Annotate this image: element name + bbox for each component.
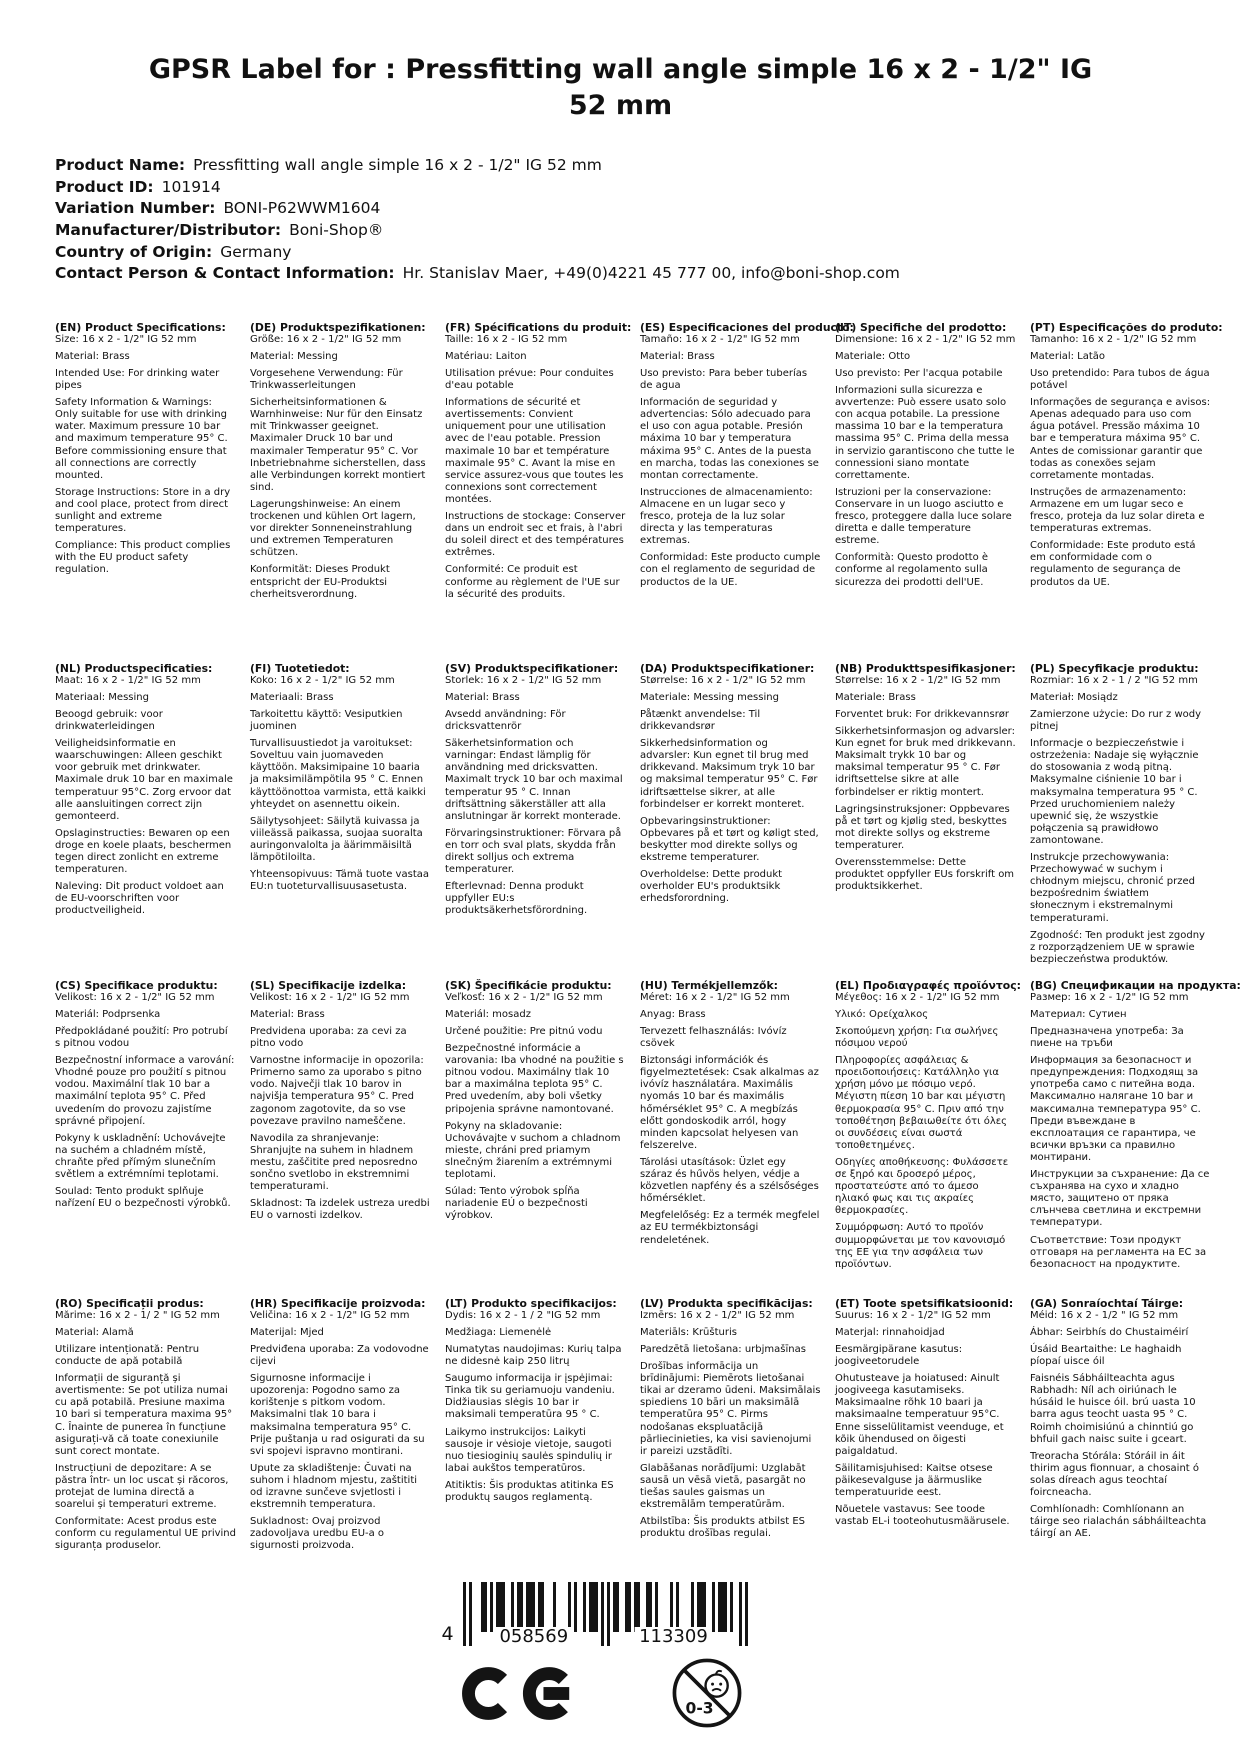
spec-line: Comhlíonadh: Comhlíonann an táirge seo rialachán sábháilteachta táirgí an AE. xyxy=(1030,1504,1207,1540)
spec-block-body xyxy=(835,675,1016,894)
spec-block-heading: (BG) Спецификации на продукта: xyxy=(1030,978,1241,992)
spec-line: Materiāls: Krūšturis xyxy=(640,1326,737,1338)
spec-block xyxy=(835,321,1016,594)
spec-block-heading: (EN) Product Specifications: xyxy=(55,320,226,334)
spec-block-heading: (ET) Toote spetsifikatsioonid: xyxy=(835,1296,1014,1310)
spec-block-body xyxy=(55,334,236,577)
spec-block xyxy=(640,320,854,594)
spec-block-body xyxy=(445,1310,626,1504)
spec-line: Υλικό: Ορείχαλκος xyxy=(835,1008,929,1020)
spec-line: Méid: 16 x 2 - 1/2 " IG 52 mm xyxy=(1030,1309,1179,1321)
spec-line: Avsedd användning: För dricksvattenrör xyxy=(445,709,566,733)
spec-block-heading: (GA) Sonraíochtaí Táirge: xyxy=(1030,1296,1184,1310)
spec-line: Istruzioni per la conservazione: Conservare in un luogo asciutto e fresco, proteggere dalla luce solare diretta e dalle temperature estreme. xyxy=(835,486,1012,547)
spec-line: Materijal: Mjed xyxy=(250,1326,324,1338)
spec-block xyxy=(1030,662,1211,971)
spec-line: Μέγεθος: 16 x 2 - 1/2" IG 52 mm xyxy=(835,991,1000,1003)
spec-line: Maat: 16 x 2 - 1/2" IG 52 mm xyxy=(55,674,201,686)
spec-block-body xyxy=(835,334,1016,589)
spec-line: Rozmiar: 16 x 2 - 1 / 2 "IG 52 mm xyxy=(1030,674,1198,686)
spec-line: Biztonsági információk és figyelmeztetések: Csak alkalmas az ivóvíz használatára. Maximális nyomás 10 bar és maximális hőmérséklet 95° C. A megbízás előtt gondoskodik arról, hogy minden kapcsolat helyesen van felszerelve. xyxy=(640,1055,819,1151)
spec-line: Nõuetele vastavus: See toode vastab EL-i tooteohutusmäärusele. xyxy=(835,1504,1010,1528)
spec-line: Opslaginstructies: Bewaren op een droge en koele plaats, beschermen tegen direct zonlicht en extreme temperaturen. xyxy=(55,827,232,876)
spec-line: Megfelelőség: Ez a termék megfelel az EU termékbiztonsági rendeletének. xyxy=(640,1210,820,1246)
spec-line: Säilytysohjeet: Säilytä kuivassa ja viileässä paikassa, suojaa suoralta auringonvalolta ja äärimmäisiltä lämpötiloilta. xyxy=(250,815,423,864)
spec-line: Säkerhetsinformation och varningar: Endast lämplig för användning med dricksvatten. Maximalt tryck 10 bar och maximal temperatur 95 ° C. Innan driftsättning säkerställer att alla anslutningar är korrekt monterade. xyxy=(445,738,623,822)
spec-line: Informații de siguranță și avertismente: Se pot utiliza numai cu apă potabilă. Presiune maxima 10 bari si temperatura maxima 95° C. Înainte de punerea în funcțiune asigurați-vă că toate conexiunile sunt corect montate. xyxy=(55,1373,233,1457)
product-info-label: Product ID: xyxy=(55,177,154,196)
spec-line: Dydis: 16 x 2 - 1 / 2 "IG 52 mm xyxy=(445,1309,601,1321)
spec-grid xyxy=(55,321,1241,1558)
spec-line: Informazioni sulla sicurezza e avvertenze: Può essere usato solo con acqua potabile. La pressione massima 10 bar e la temperatura massima 95° C. Prima della messa in servizio garantiscono che tutte le connessioni siano montate correttamente. xyxy=(835,385,1015,481)
spec-block xyxy=(835,978,1021,1276)
spec-line: Veiligheidsinformatie en waarschuwingen: Alleen geschikt voor gebruik met drinkwater. Maximale druk 10 bar en maximale temperatuur 95°C. Zorg ervoor dat alle aansluitingen correct zijn gemonteerd. xyxy=(55,738,233,822)
spec-line: Suurus: 16 x 2 - 1/2" IG 52 mm xyxy=(835,1309,991,1321)
spec-line: Veličina: 16 x 2 - 1/2" IG 52 mm xyxy=(250,1309,410,1321)
spec-line: Paredzētā lietošana: urbjmašīnas xyxy=(640,1344,806,1355)
spec-line: Lagerungshinweise: An einem trockenen und kühlen Ort lagern, vor direkter Sonneneinstrahlung und extremen Temperaturen schützen. xyxy=(250,498,416,559)
spec-block-heading: (FR) Spécifications du produit: xyxy=(445,320,632,334)
age-warning-label: 0-3 xyxy=(685,1699,714,1718)
spec-line: Material: Brass xyxy=(445,691,520,703)
spec-line: Naleving: Dit product voldoet aan de EU-voorschriften voor productveiligheid. xyxy=(55,881,224,917)
spec-line: Navodila za shranjevanje: Shranjujte na suhem in hladnem mestu, zaščitite pred neposredno sončno svetlobo in ekstremnimi temperaturami. xyxy=(250,1132,418,1193)
spec-block-body xyxy=(835,992,1016,1271)
spec-line: Úsáid Beartaithe: Le haghaidh píopaí uisce óil xyxy=(1030,1344,1182,1368)
spec-line: Material: Latão xyxy=(1030,350,1106,362)
spec-line: Size: 16 x 2 - 1/2" IG 52 mm xyxy=(55,333,197,345)
spec-line: Atitiktis: Šis produktas atitinka ES produktų saugos reglamentą. xyxy=(445,1479,614,1504)
spec-line: Ábhar: Seirbhís do Chustaiméirí xyxy=(1030,1326,1189,1338)
spec-line: Påtænkt anvendelse: Til drikkevandsrør xyxy=(640,709,761,733)
spec-line: Velikost: 16 x 2 - 1/2" IG 52 mm xyxy=(55,991,215,1003)
spec-block-body xyxy=(55,1310,236,1553)
spec-block-body xyxy=(445,675,626,918)
spec-block xyxy=(835,662,1016,899)
spec-block xyxy=(1030,978,1241,1276)
spec-line: Informations de sécurité et avertissements: Convient uniquement pour une utilisation avec de l'eau potable. Pression maximale 10 bar et température maximale 95° C. Avant la mise en service assurez-vous que toutes les connexions sont correctement montées. xyxy=(445,397,624,505)
spec-line: Glabāšanas norādījumi: Uzglabāt sausā un vēsā vietā, pasargāt no tiešas saules gaismas un ekstremālām temperatūrām. xyxy=(640,1462,806,1511)
spec-block-body xyxy=(445,992,626,1223)
spec-line: Πληροφορίες ασφάλειας & προειδοποιήσεις: Κατάλληλο για χρήση μόνο με πόσιμο νερό. Μέγιστη πίεση 10 bar και μέγιστη θερμοκρασία 95° C. Πριν από την τοποθέτηση βεβαιωθείτε ότι όλες οι συνδέσεις είναι σωστά τοποθετημένες. xyxy=(835,1055,1008,1151)
spec-line: Informações de segurança e avisos: Apenas adequado para uso com água potável. Pressão máxima 10 bar e temperatura máxima 95° C. Antes de comissionar garantir que todas as conexões sejam corretamente montadas. xyxy=(1030,397,1211,481)
spec-block xyxy=(55,1297,236,1558)
spec-line: Drošības informācija un brīdinājumi: Piemērots lietošanai tikai ar dzeramo ūdeni. Maksimālais spiediens 10 bāri un maksimālā temperatūra 95° C. Pirms nodošanas ekspluatācijā pārliecinieties, ka visi savienojumi ir pareizi uzstādīti. xyxy=(640,1361,821,1457)
spec-line: Laikymo instrukcijos: Laikyti sausoje ir vėsioje vietoje, saugoti nuo tiesioginių saulės spindulių ir labai aukštos temperatūros. xyxy=(445,1426,613,1474)
ean13-barcode xyxy=(441,1582,747,1646)
spec-block xyxy=(1030,1297,1211,1546)
spec-line: Súlad: Tento výrobok spĺňa nariadenie EÚ o bezpečnosti výrobkov. xyxy=(445,1186,588,1222)
spec-line: Předpokládané použití: Pro potrubí s pitnou vodou xyxy=(55,1026,228,1050)
spec-line: Anyag: Brass xyxy=(640,1008,706,1020)
spec-line: Предназначена употреба: За пиене на тръби xyxy=(1030,1026,1184,1050)
spec-block-heading: (HR) Specifikacije proizvoda: xyxy=(250,1296,426,1310)
spec-block-heading: (LT) Produkto specifikacijos: xyxy=(445,1296,617,1310)
spec-line: Material: Messing xyxy=(250,350,338,362)
spec-line: Размер: 16 x 2 - 1/2" IG 52 mm xyxy=(1030,991,1189,1003)
product-info-label: Contact Person & Contact Information: xyxy=(55,264,395,283)
spec-block-heading: (IT) Specifiche del prodotto: xyxy=(835,320,1007,334)
product-info-value: Boni-Shop® xyxy=(289,221,384,240)
spec-line: Pokyny k uskladnění: Uchovávejte na suchém a chladném místě, chraňte před přímým slunečním světlem a extrémními teplotami. xyxy=(55,1132,226,1181)
spec-line: Съответствие: Този продукт отговаря на регламента на ЕС за безопасност на продуктите. xyxy=(1030,1234,1207,1270)
spec-line: Turvallisuustiedot ja varoitukset: Soveltuu vain juomaveden käyttöön. Maksimipaine 10 baaria ja maksimilämpötila 95 ° C. Ennen käyttöönottoa varmista, että kaikki yhteydet on asennettu oikein. xyxy=(250,738,426,810)
spec-line: Eesmärgipärane kasutus: joogiveetorudele xyxy=(835,1344,963,1368)
spec-block-body xyxy=(640,1310,821,1541)
spec-line: Compliance: This product complies with the EU product safety regulation. xyxy=(55,540,231,576)
product-info xyxy=(55,155,1241,285)
spec-line: Инструкции за съхранение: Да се съхранява на сухо и хладно място, защитено от пряка слънчева светлина и екстремни температури. xyxy=(1030,1169,1210,1229)
spec-line: Izmērs: 16 x 2 - 1/2" IG 52 mm xyxy=(640,1309,795,1321)
spec-line: Tamaño: 16 x 2 - 1/2" IG 52 mm xyxy=(640,333,800,345)
spec-block-heading: (DE) Produktspezifikationen: xyxy=(250,320,426,334)
product-info-label: Product Name: xyxy=(55,156,186,175)
spec-line: Intended Use: For drinking water pipes xyxy=(55,368,220,392)
barcode-right-digits: 113309 xyxy=(635,1627,712,1646)
spec-block-heading: (RO) Specificații produs: xyxy=(55,1296,204,1310)
spec-line: Yhteensopivuus: Tämä tuote vastaa EU:n tuoteturvallisuusasetusta. xyxy=(250,869,429,893)
spec-line: Størrelse: 16 x 2 - 1/2" IG 52 mm xyxy=(640,674,806,686)
product-info-value: Pressfitting wall angle simple 16 x 2 - 1/2" IG 52 mm xyxy=(193,156,602,175)
spec-line: Forventet bruk: For drikkevannsrør xyxy=(835,709,1010,720)
spec-line: Materiál: Podprsenka xyxy=(55,1008,161,1020)
spec-block-heading: (FI) Tuotetiedot: xyxy=(250,661,350,675)
spec-block xyxy=(250,979,431,1228)
spec-block-heading: (PL) Specyfikacje produktu: xyxy=(1030,661,1199,675)
spec-line: Material: Brass xyxy=(250,1008,325,1020)
spec-line: Materiaal: Messing xyxy=(55,691,149,703)
spec-block-body xyxy=(1030,1310,1211,1541)
spec-line: Materiale: Otto xyxy=(835,350,911,362)
spec-line: Utilisation prévue: Pour conduites d'eau potable xyxy=(445,368,614,392)
spec-line: Určené použitie: Pre pitnú vodu xyxy=(445,1026,603,1037)
spec-block-heading: (HU) Termékjellemzők: xyxy=(640,978,778,992)
spec-line: Konformität: Dieses Produkt entspricht der EU-Produktsi cherheitsverordnung. xyxy=(250,564,390,600)
spec-block-heading: (SL) Specifikacije izdelka: xyxy=(250,978,407,992)
spec-line: Tervezett felhasználás: Ivóvíz csövek xyxy=(640,1026,787,1050)
spec-block xyxy=(55,321,236,582)
spec-block-body xyxy=(55,675,236,918)
spec-line: Uso previsto: Para beber tuberías de agua xyxy=(640,368,808,392)
spec-line: Efterlevnad: Denna produkt uppfyller EU:s produktsäkerhetsförordning. xyxy=(445,881,588,917)
footer xyxy=(0,1582,1241,1730)
spec-block-body xyxy=(1030,992,1211,1271)
spec-line: Instrucciones de almacenamiento: Almacene en un lugar seco y fresco, proteja de la luz solar directa y las temperaturas extremas. xyxy=(640,486,813,547)
spec-block-body xyxy=(55,992,236,1211)
spec-line: Conformitate: Acest produs este conform cu regulamentul UE privind siguranța produselor. xyxy=(55,1516,236,1552)
spec-line: Sikkerhedsinformation og advarsler: Kun egnet til brug med drikkevand. Maksimum tryk 10 bar og maksimal temperatur 95° C. Før idriftsættelse sikrer, at alle forbindelser er korrekt monteret. xyxy=(640,738,818,810)
spec-line: Sicherheitsinformationen & Warnhinweise: Nur für den Einsatz mit Trinkwasser geeignet. Maximaler Druck 10 bar und maximaler Temperatur 95° C. Vor Inbetriebnahme sicherstellen, dass alle Verbindungen korrekt montiert sind. xyxy=(250,397,426,493)
product-info-row xyxy=(55,242,1241,264)
spec-line: Overholdelse: Dette produkt overholder EU's produktsikk erhedsforordning. xyxy=(640,869,783,905)
spec-line: Mărime: 16 x 2 - 1/ 2 " IG 52 mm xyxy=(55,1309,220,1321)
spec-block-heading: (PT) Especificações do produto: xyxy=(1030,320,1223,334)
spec-line: Pokyny na skladovanie: Uchovávajte v suchom a chladnom mieste, chráni pred priamym slnečným žiarením a extrémnymi teplotami. xyxy=(445,1120,621,1181)
spec-block-body xyxy=(640,334,821,589)
product-info-label: Country of Origin: xyxy=(55,242,213,261)
spec-line: Vorgesehene Verwendung: Für Trinkwasserleitungen xyxy=(250,368,403,392)
spec-line: Instructions de stockage: Conserver dans un endroit sec et frais, à l'abri du soleil direct et des températures extrêmes. xyxy=(445,511,626,559)
spec-line: Størrelse: 16 x 2 - 1/2" IG 52 mm xyxy=(835,674,1001,686)
spec-line: Veľkosť: 16 x 2 - 1/2" IG 52 mm xyxy=(445,991,603,1003)
spec-block-body xyxy=(640,992,821,1247)
spec-line: Materiál: mosadz xyxy=(445,1008,531,1020)
spec-block-heading: (NL) Productspecificaties: xyxy=(55,661,213,675)
age-warning-0-3-icon xyxy=(670,1656,744,1730)
product-info-label: Manufacturer/Distributor: xyxy=(55,221,282,240)
spec-line: Conformità: Questo prodotto è conforme al regolamento sulla sicurezza dei prodotti dell'UE. xyxy=(835,552,989,588)
spec-line: Zamierzone użycie: Do rur z wody pitnej xyxy=(1030,709,1202,733)
barcode-left-digits: 058569 xyxy=(495,1627,572,1646)
spec-line: Sigurnosne informacije i upozorenja: Pogodno samo za korištenje s pitkom vodom. Maksimalni tlak 10 bara i maksimalna temperatura 95° C. Prije puštanja u rad osigurati da su svi spojevi ispravno montirani. xyxy=(250,1373,425,1457)
spec-block-heading: (LV) Produkta specifikācijas: xyxy=(640,1296,813,1310)
product-info-row xyxy=(55,220,1241,242)
product-info-value: Germany xyxy=(220,242,292,261)
spec-block xyxy=(1030,320,1223,594)
spec-block xyxy=(55,662,236,923)
spec-line: Sukladnost: Ovaj proizvod zadovoljava uredbu EU-a o sigurnosti proizvoda. xyxy=(250,1516,385,1552)
spec-block xyxy=(445,979,626,1228)
spec-block-body xyxy=(250,1310,431,1553)
compliance-marks xyxy=(0,1656,1241,1730)
spec-line: Numatytas naudojimas: Kurių talpa ne didesnė kaip 250 litrų xyxy=(445,1344,622,1368)
spec-block-body xyxy=(250,992,431,1223)
product-info-row xyxy=(55,198,1241,220)
spec-line: Σκοπούμενη χρήση: Για σωλήνες πόσιμου νερού xyxy=(835,1026,999,1050)
spec-line: Tamanho: 16 x 2 - 1/2" IG 52 mm xyxy=(1030,333,1197,345)
spec-line: Materiał: Mosiądz xyxy=(1030,691,1118,703)
spec-line: Safety Information & Warnings: Only suitable for use with drinking water. Maximum pressure 10 bar and maximum temperature 95° C. Before commissioning ensure that all connections are correctly mounted. xyxy=(55,397,228,481)
product-info-row xyxy=(55,177,1241,199)
spec-line: Atbilstība: Šis produkts atbilst ES produktu drošības regulai. xyxy=(640,1516,806,1540)
spec-block-heading: (DA) Produktspecifikationer: xyxy=(640,661,815,675)
spec-line: Skladnost: Ta izdelek ustreza uredbi EU o varnosti izdelkov. xyxy=(250,1198,430,1222)
spec-block-heading: (EL) Προδιαγραφές προϊόντος: xyxy=(835,978,1021,992)
spec-line: Bezpečnostné informácie a varovania: Iba vhodné na použitie s pitnou vodou. Maximálny tlak 10 bar a maximálna teplota 95° C. Pred uvedením, aby boli všetky pripojenia správne namontované. xyxy=(445,1043,624,1115)
spec-block xyxy=(250,662,431,899)
spec-line: Größe: 16 x 2 - 1/2" IG 52 mm xyxy=(250,333,402,345)
spec-line: Bezpečnostní informace a varování: Vhodné pouze pro použití s pitnou vodou. Maximální tlak 10 bar a maximální teplota 95° C. Před uvedením do provozu zajistíme správné připojení. xyxy=(55,1055,235,1127)
spec-block-heading: (ES) Especificaciones del producto: xyxy=(640,320,854,334)
spec-block-heading: (SK) Špecifikácie produktu: xyxy=(445,978,612,992)
spec-block-body xyxy=(640,675,821,906)
spec-line: Overensstemmelse: Dette produktet oppfyller EUs forskrift om produktsikkerhet. xyxy=(835,857,1015,893)
spec-block xyxy=(640,1297,821,1546)
spec-line: Conformidade: Este produto está em conformidade com o regulamento de segurança de produtos da UE. xyxy=(1030,540,1196,588)
product-info-value: Hr. Stanislav Maer, +49(0)4221 45 777 00, info@boni-shop.com xyxy=(402,264,900,283)
spec-block-body xyxy=(835,1310,1016,1529)
product-info-label: Variation Number: xyxy=(55,199,216,218)
spec-line: Tárolási utasítások: Üzlet egy száraz és hűvös helyen, védje a közvetlen napfény és a szélsőséges hőmérséklet. xyxy=(640,1156,819,1205)
spec-line: Varnostne informacije in opozorila: Primerno samo za uporabo s pitno vodo. Največji tlak 10 barov in najvišja temperatura 95° C. Pred zagonom zagotovite, da so vse povezave pravilno nameščene. xyxy=(250,1055,424,1127)
spec-block xyxy=(640,979,821,1252)
barcode-prefix-digit: 4 xyxy=(441,1623,454,1645)
product-info-row xyxy=(55,155,1241,177)
spec-line: Ohutusteave ja hoiatused: Ainult joogiveega kasutamiseks. Maksimaalne rõhk 10 baari ja maksimaalne temperatuur 95°C. Enne sisselülitamist veenduge, et kõik ühendused on õigesti paigaldatud. xyxy=(835,1373,1004,1457)
product-info-value: 101914 xyxy=(161,177,221,196)
spec-line: Materiale: Brass xyxy=(835,691,916,703)
spec-line: Информация за безопасност и предупреждения: Подходящ за употреба само с питейна вода. Максимално налягане 10 bar и максимална температура 95° C. Преди въвеждане в експлоатация се гарантира, че всички връзки са правилно монтирани. xyxy=(1030,1055,1201,1163)
spec-line: Saugumo informacija ir įspėjimai: Tinka tik su geriamuoju vandeniu. Didžiausias slėgis 10 bar ir maksimali temperatūra 95 ° C. xyxy=(445,1373,615,1421)
spec-line: Faisnéis Sábháilteachta agus Rabhadh: Níl ach oiriúnach le húsáid le huisce óil. brú uasta 10 barra agus teocht uasta 95 ° C. Roimh choimisiúnú a chinntiú go bhfuil gach naisc suite i gceart. xyxy=(1030,1373,1196,1445)
spec-line: Méret: 16 x 2 - 1/2" IG 52 mm xyxy=(640,991,790,1003)
spec-block-body xyxy=(250,334,431,601)
spec-line: Beoogd gebruik: voor drinkwaterleidingen xyxy=(55,709,163,733)
spec-line: Conformidad: Este producto cumple con el reglamento de seguridad de productos de la UE. xyxy=(640,552,821,588)
ce-mark-icon xyxy=(458,1664,578,1723)
spec-line: Uso previsto: Per l'acqua potabile xyxy=(835,368,1003,379)
spec-line: Οδηγίες αποθήκευσης: Φυλάσσετε σε ξηρό και δροσερό μέρος, προστατεύστε από το άμεσο ηλιακό φως και τις ακραίες θερμοκρασίες. xyxy=(835,1156,1009,1217)
spec-line: Material: Brass xyxy=(640,350,715,362)
spec-block xyxy=(835,1297,1016,1534)
spec-line: Materiaali: Brass xyxy=(250,691,334,703)
spec-line: Uso pretendido: Para tubos de água potável xyxy=(1030,368,1210,392)
barcode-bars-wrap xyxy=(463,1582,748,1646)
spec-line: Storlek: 16 x 2 - 1/2" IG 52 mm xyxy=(445,674,602,686)
spec-line: Материал: Сутиен xyxy=(1030,1008,1127,1020)
spec-line: Informacje o bezpieczeństwie i ostrzeżenia: Nadaje się wyłącznie do stosowania z wodą pitną. Maksymalne ciśnienie 10 bar i maksymalna temperatura 95 ° C. Przed uruchomieniem należy upewnić się, że wszystkie połączenia są prawidłowo zamontowane. xyxy=(1030,738,1199,846)
spec-line: Medžiaga: Liemenėlė xyxy=(445,1326,552,1338)
spec-block-body xyxy=(250,675,431,894)
spec-line: Instruções de armazenamento: Armazene em um lugar seco e fresco, proteja da luz solar direta e temperaturas extremas. xyxy=(1030,486,1205,535)
spec-block xyxy=(445,1297,626,1509)
spec-line: Koko: 16 x 2 - 1/2" IG 52 mm xyxy=(250,674,395,686)
product-info-row xyxy=(55,263,1241,285)
spec-line: Säilitamisjuhised: Kaitse otsese päikesevalguse ja äärmuslike temperatuuride eest. xyxy=(835,1462,993,1499)
spec-line: Material: Alamă xyxy=(55,1326,134,1338)
spec-line: Información de seguridad y advertencias: Sólo adecuado para el uso con agua potable. Presión máxima 10 bar y temperatura máxima 95° C. Antes de la puesta en marcha, todas las conexiones se montan correctamente. xyxy=(640,397,819,481)
spec-line: Συμμόρφωση: Αυτό το προϊόν συμμορφώνεται με τον κανονισμό της ΕΕ για την ασφάλεια των προϊόντων. xyxy=(835,1222,1006,1270)
spec-block-heading: (CS) Specifikace produktu: xyxy=(55,978,218,992)
spec-block xyxy=(445,320,632,606)
spec-line: Materiale: Messing messing xyxy=(640,691,779,703)
spec-block xyxy=(250,1297,431,1558)
spec-block-body xyxy=(445,334,626,601)
spec-line: Materjal: rinnahoidjad xyxy=(835,1326,945,1338)
spec-line: Predvidena uporaba: za cevi za pitno vodo xyxy=(250,1026,407,1050)
page-title: GPSR Label for : Pressfitting wall angle simple 16 x 2 - 1/2" IG 52 mm xyxy=(148,54,1093,121)
spec-line: Soulad: Tento produkt splňuje nařízení EU o bezpečnosti výrobků. xyxy=(55,1186,231,1210)
spec-block xyxy=(445,662,626,923)
spec-line: Storage Instructions: Store in a dry and cool place, protect from direct sunlight and extreme temperatures. xyxy=(55,486,231,535)
spec-line: Velikost: 16 x 2 - 1/2" IG 52 mm xyxy=(250,991,410,1003)
spec-line: Instrucțiuni de depozitare: A se păstra într- un loc uscat și răcoros, protejat de lumina directă a soarelui și temperaturi extreme. xyxy=(55,1462,229,1511)
spec-block xyxy=(250,321,431,606)
spec-block xyxy=(55,979,236,1216)
spec-line: Dimensione: 16 x 2 - 1/2" IG 52 mm xyxy=(835,333,1016,345)
spec-line: Conformité: Ce produit est conforme au règlement de l'UE sur la sécurité des produits. xyxy=(445,564,620,600)
spec-line: Utilizare intenționată: Pentru conducte de apă potabilă xyxy=(55,1344,200,1368)
spec-block-body xyxy=(1030,334,1211,589)
spec-line: Förvaringsinstruktioner: Förvara på en torr och sval plats, skydda från direkt solljus och extrema temperaturer. xyxy=(445,827,622,876)
spec-line: Sikkerhetsinformasjon og advarsler: Kun egnet for bruk med drikkevann. Maksimalt trykk 10 bar og maksimal temperatur 95 ° C. Før idriftsettelse sikre at alle forbindelser er riktig montert. xyxy=(835,726,1016,798)
spec-line: Material: Brass xyxy=(55,350,130,362)
product-info-value: BONI-P62WWM1604 xyxy=(223,199,381,218)
spec-line: Treoracha Stórála: Stóráil in áit thirim agus fionnuar, a chosaint ó solas díreach agus teochtaí foircneacha. xyxy=(1030,1450,1200,1499)
spec-line: Opbevaringsinstruktioner: Opbevares på et tørt og køligt sted, beskytter mod direkte sollys og ekstreme temperaturer. xyxy=(640,815,819,864)
spec-block xyxy=(640,662,821,911)
spec-line: Lagringsinstruksjoner: Oppbevares på et tørt og kjølig sted, beskyttes mot direkte sollys og ekstreme temperaturer. xyxy=(835,803,1010,851)
spec-line: Instrukcje przechowywania: Przechowywać w suchym i chłodnym miejscu, chronić przed bezpośrednim światłem słonecznym i ekstremalnymi temperaturami. xyxy=(1030,852,1196,924)
spec-block-heading: (NB) Produkttspesifikasjoner: xyxy=(835,661,1016,675)
spec-block-body xyxy=(1030,675,1211,966)
spec-line: Tarkoitettu käyttö: Vesiputkien juominen xyxy=(250,709,403,733)
spec-line: Matériau: Laiton xyxy=(445,350,527,362)
spec-line: Upute za skladištenje: Čuvati na suhom i hladnom mjestu, zaštititi od izravne sunčeve svjetlosti i ekstremnih temperatura. xyxy=(250,1462,418,1511)
spec-block-heading: (SV) Produktspecifikationer: xyxy=(445,661,619,675)
spec-line: Zgodność: Ten produkt jest zgodny z rozporządzeniem UE w sprawie bezpieczeństwa produktów. xyxy=(1030,929,1205,965)
spec-line: Taille: 16 x 2 - IG 52 mm xyxy=(445,333,568,345)
spec-line: Predviđena uporaba: Za vodovodne cijevi xyxy=(250,1344,429,1368)
